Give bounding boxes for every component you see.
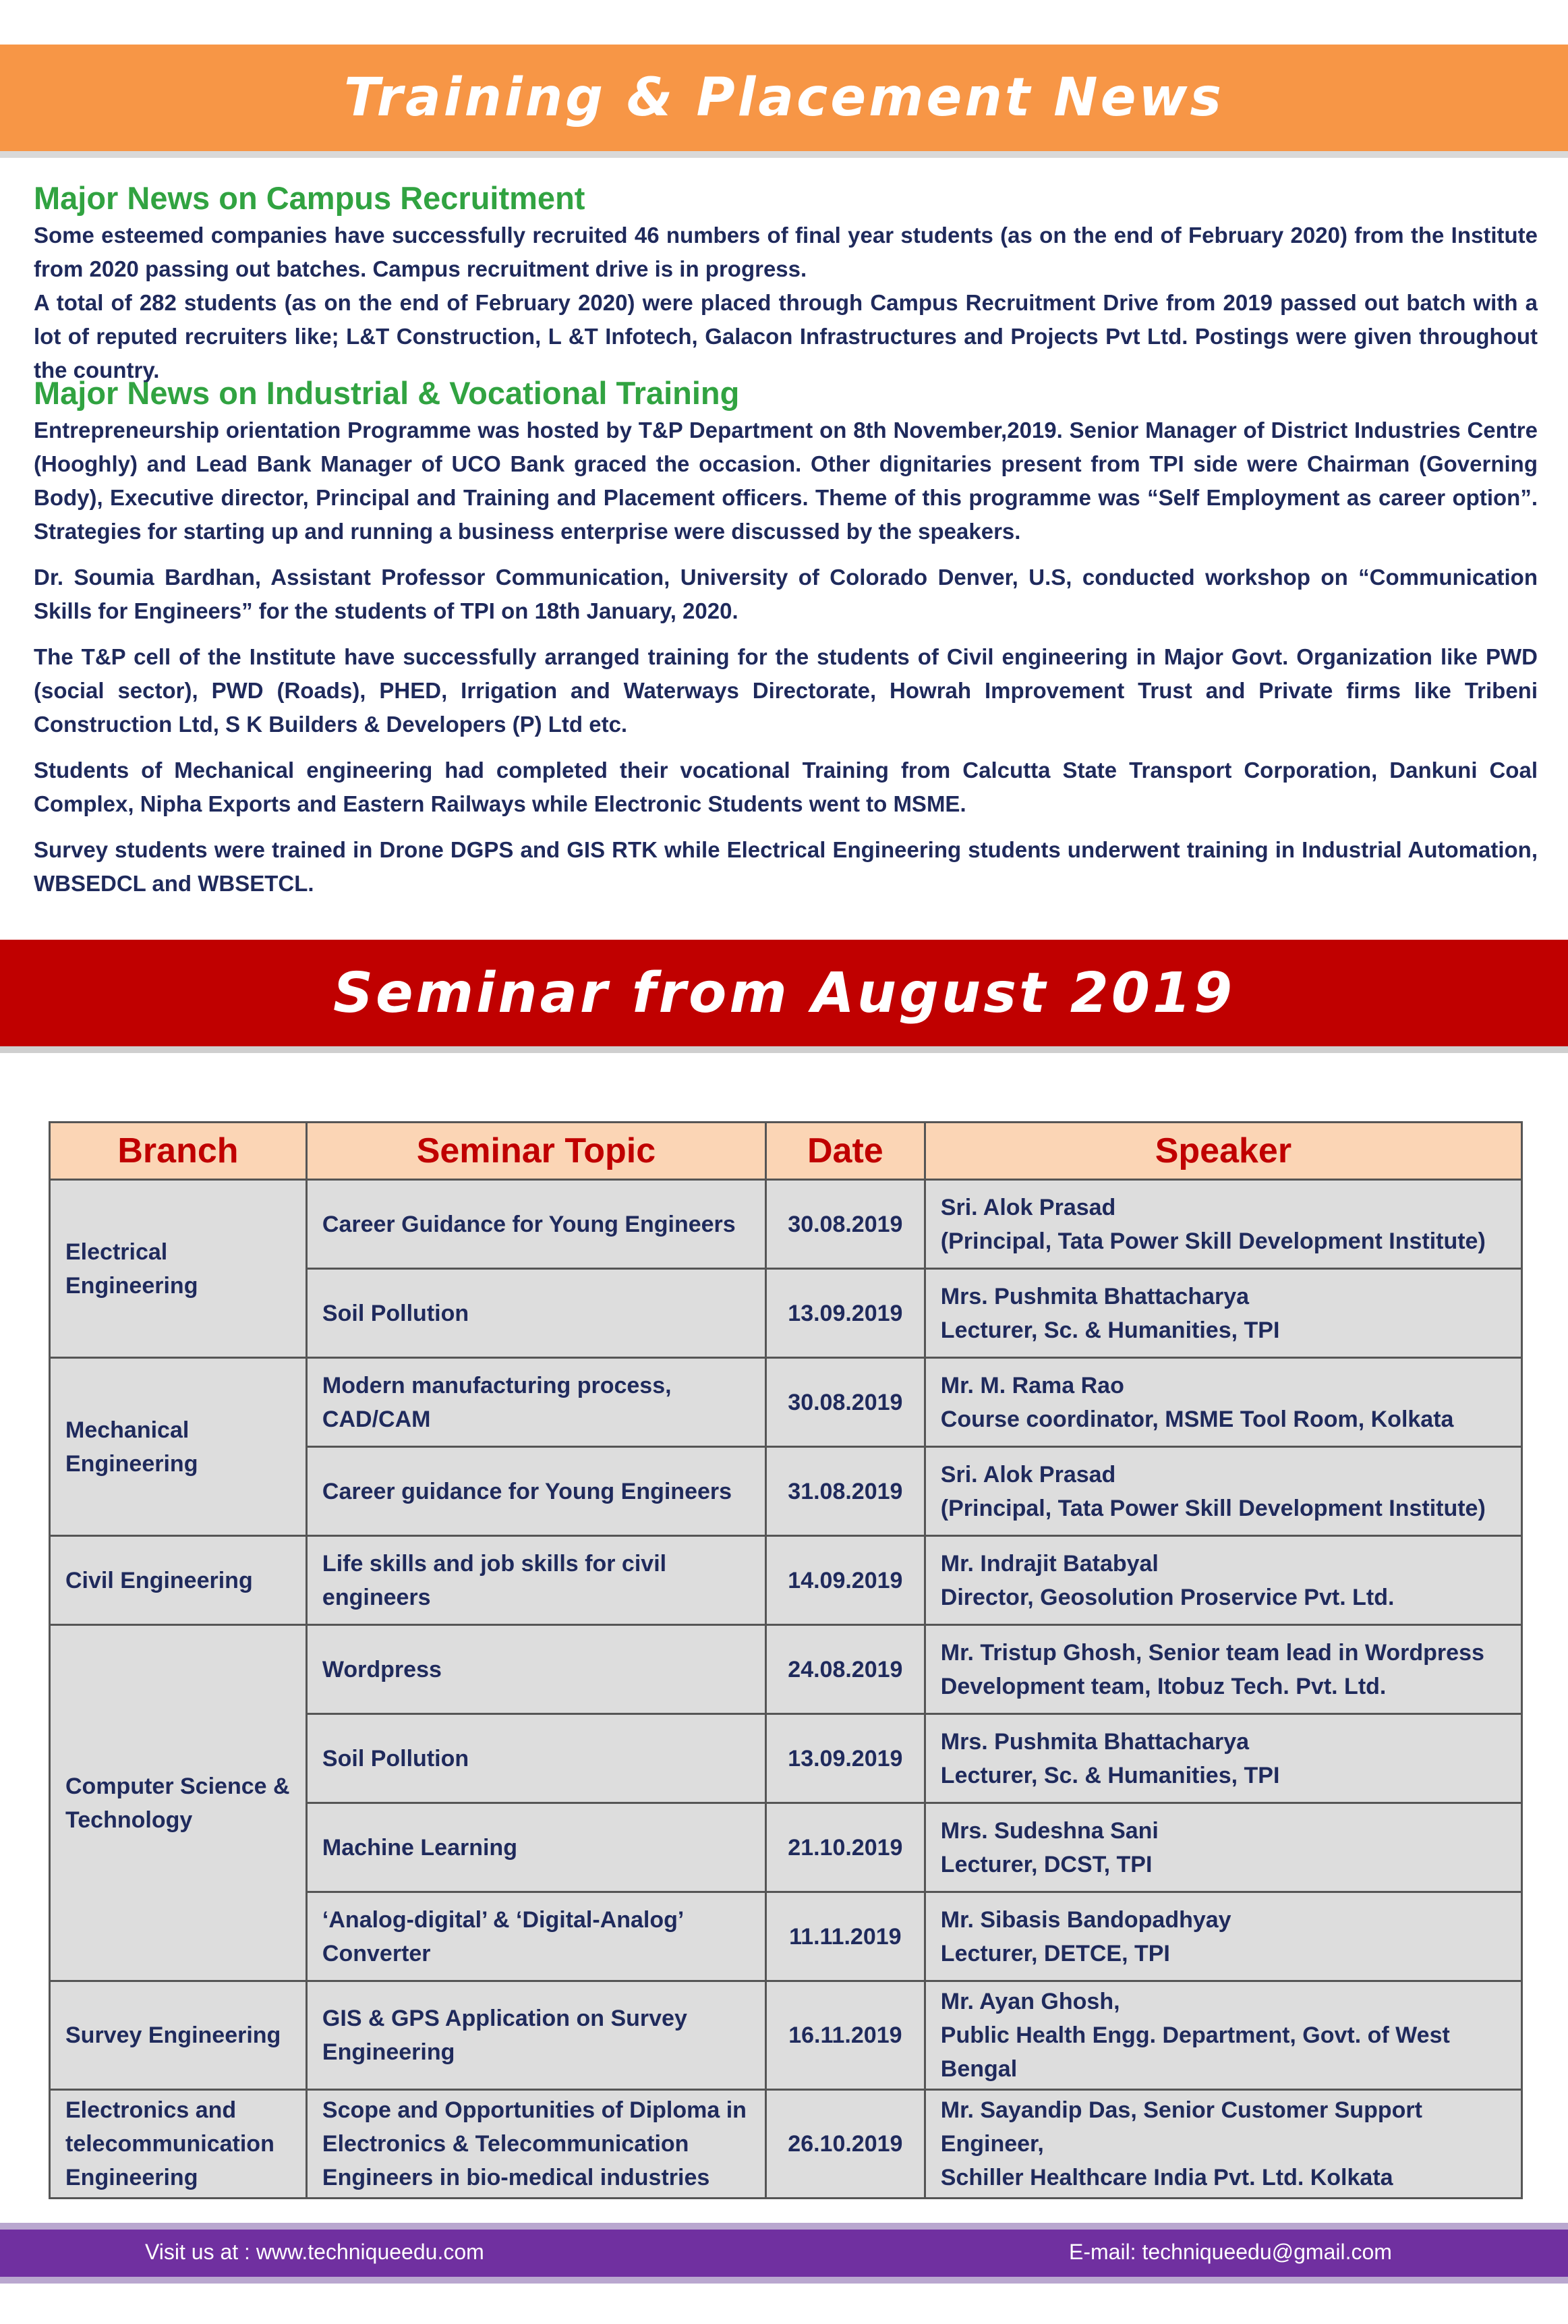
seminar-banner: Seminar from August 2019 bbox=[0, 940, 1568, 1046]
speaker-affiliation: Public Health Engg. Department, Govt. of West Bengal bbox=[940, 2022, 1450, 2082]
speaker-affiliation: Director, Geosolution Proservice Pvt. Ltd. bbox=[940, 1584, 1395, 1610]
date-cell: 14.09.2019 bbox=[765, 1536, 925, 1625]
speaker-name: Mr. Sayandip Das, Senior Customer Support Engineer, bbox=[940, 2097, 1422, 2157]
date-cell: 13.09.2019 bbox=[765, 1714, 925, 1803]
industrial-training-para-1: Entrepreneurship orientation Programme was hosted by T&P Department on 8th November,2019. Senior Manager of District Industries Centre (Hooghly) and Lead Bank Manager of UCO Bank graced the occasion. Other dignitaries present from TPI side were Chairman (Governing Body), Executive director, Principal and Training and Placement officers. Theme of this programme was “Self Employment as career option”. Strategies for starting up and running a business enterprise were discussed by the speakers. bbox=[34, 418, 1538, 544]
date-cell: 11.11.2019 bbox=[765, 1892, 925, 1981]
branch-cell: Survey Engineering bbox=[50, 1981, 307, 2090]
header-date: Date bbox=[765, 1123, 925, 1180]
speaker-affiliation: Lecturer, DCST, TPI bbox=[940, 1851, 1153, 1877]
table-row bbox=[50, 2090, 1522, 2199]
speaker-name: Sri. Alok Prasad bbox=[940, 1194, 1116, 1220]
speaker-cell bbox=[925, 1536, 1521, 1625]
industrial-training-heading: Major News on Industrial & Vocational Training bbox=[34, 375, 740, 411]
speaker-name: Mrs. Sudeshna Sani bbox=[940, 1817, 1159, 1844]
date-cell: 24.08.2019 bbox=[765, 1625, 925, 1714]
topic-cell: Life skills and job skills for civil engineers bbox=[306, 1536, 765, 1625]
speaker-cell bbox=[925, 1981, 1521, 2090]
speaker-cell bbox=[925, 1358, 1521, 1447]
branch-cell: Civil Engineering bbox=[50, 1536, 307, 1625]
header-speaker: Speaker bbox=[925, 1123, 1521, 1180]
header-branch: Branch bbox=[50, 1123, 307, 1180]
speaker-affiliation: Schiller Healthcare India Pvt. Ltd. Kolkata bbox=[940, 2165, 1393, 2190]
campus-recruitment-para-1: Some esteemed companies have successfully recruited 46 numbers of final year students (as on the end of February 2020) from the Institute from 2020 passing out batches. Campus recruitment drive is in progress. bbox=[34, 223, 1538, 281]
industrial-training-para-5: Survey students were trained in Drone DGPS and GIS RTK while Electrical Engineering students underwent training in Industrial Automation, WBSEDCL and WBSETCL. bbox=[34, 837, 1538, 896]
table-row bbox=[50, 1358, 1522, 1447]
branch-cell: Electrical Engineering bbox=[50, 1180, 307, 1358]
campus-recruitment-section bbox=[34, 178, 1538, 387]
branch-cell: Electronics and telecommunication Engineering bbox=[50, 2090, 307, 2199]
topic-cell: GIS & GPS Application on Survey Engineering bbox=[306, 1981, 765, 2090]
topic-cell: Scope and Opportunities of Diploma in Electronics & Telecommunication Engineers in bio-medical industries bbox=[306, 2090, 765, 2199]
date-cell: 31.08.2019 bbox=[765, 1447, 925, 1536]
date-cell: 16.11.2019 bbox=[765, 1981, 925, 2090]
industrial-training-para-4: Students of Mechanical engineering had completed their vocational Training from Calcutta State Transport Corporation, Dankuni Coal Complex, Nipha Exports and Eastern Railways while Electronic Students went to MSME. bbox=[34, 758, 1538, 816]
speaker-name: Mr. Ayan Ghosh, bbox=[940, 1989, 1120, 2014]
speaker-affiliation: Lecturer, Sc. & Humanities, TPI bbox=[940, 1762, 1280, 1788]
speaker-cell bbox=[925, 1625, 1521, 1714]
speaker-name: Mr. M. Rama Rao bbox=[940, 1372, 1124, 1398]
speaker-affiliation: Lecturer, DETCE, TPI bbox=[940, 1940, 1170, 1966]
speaker-cell bbox=[925, 1714, 1521, 1803]
industrial-training-section bbox=[34, 373, 1538, 901]
footer-bar bbox=[0, 2230, 1568, 2277]
speaker-cell bbox=[925, 1269, 1521, 1358]
topic-cell: Machine Learning bbox=[306, 1803, 765, 1892]
topic-cell: Soil Pollution bbox=[306, 1269, 765, 1358]
topic-cell: Soil Pollution bbox=[306, 1714, 765, 1803]
date-cell: 26.10.2019 bbox=[765, 2090, 925, 2199]
campus-recruitment-para-2: A total of 282 students (as on the end of February 2020) were placed through Campus Recruitment Drive from 2019 passed out batch with a lot of reputed recruiters like; L&T Construction, L &T Infotech, Galacon Infrastructures and Projects Pvt Ltd. Postings were given throughout the country. bbox=[34, 290, 1538, 382]
date-cell: 21.10.2019 bbox=[765, 1803, 925, 1892]
topic-cell: ‘Analog-digital’ & ‘Digital-Analog’ Converter bbox=[306, 1892, 765, 1981]
header-seminar-topic: Seminar Topic bbox=[306, 1123, 765, 1180]
table-row bbox=[50, 1625, 1522, 1714]
speaker-affiliation: (Principal, Tata Power Skill Development Institute) bbox=[940, 1495, 1486, 1521]
table-row bbox=[50, 1180, 1522, 1269]
date-cell: 13.09.2019 bbox=[765, 1269, 925, 1358]
table-header-row bbox=[50, 1123, 1522, 1180]
topic-cell: Modern manufacturing process, CAD/CAM bbox=[306, 1358, 765, 1447]
speaker-name: Mr. Indrajit Batabyal bbox=[940, 1550, 1159, 1577]
speaker-affiliation: Development team, Itobuz Tech. Pvt. Ltd. bbox=[940, 1673, 1387, 1699]
table-row bbox=[50, 1536, 1522, 1625]
training-placement-banner: Training & Placement News bbox=[0, 45, 1568, 151]
date-cell: 30.08.2019 bbox=[765, 1180, 925, 1269]
topic-cell: Career Guidance for Young Engineers bbox=[306, 1180, 765, 1269]
campus-recruitment-heading: Major News on Campus Recruitment bbox=[34, 180, 585, 216]
speaker-name: Mrs. Pushmita Bhattacharya bbox=[940, 1283, 1250, 1309]
email-link[interactable]: E-mail: techniqueedu@gmail.com bbox=[1069, 2240, 1392, 2264]
speaker-cell bbox=[925, 1180, 1521, 1269]
speaker-name: Mr. Tristup Ghosh, Senior team lead in Wordpress bbox=[940, 1639, 1484, 1666]
topic-cell: Wordpress bbox=[306, 1625, 765, 1714]
speaker-cell bbox=[925, 1447, 1521, 1536]
date-cell: 30.08.2019 bbox=[765, 1358, 925, 1447]
speaker-name: Sri. Alok Prasad bbox=[940, 1461, 1116, 1487]
table-row bbox=[50, 1981, 1522, 2090]
speaker-affiliation: (Principal, Tata Power Skill Development Institute) bbox=[940, 1228, 1486, 1254]
speaker-affiliation: Course coordinator, MSME Tool Room, Kolkata bbox=[940, 1406, 1454, 1432]
topic-cell: Career guidance for Young Engineers bbox=[306, 1447, 765, 1536]
industrial-training-para-2: Dr. Soumia Bardhan, Assistant Professor Communication, University of Colorado Denver, U.S, conducted workshop on “Communication Skills for Engineers” for the students of TPI on 18th January, 2020. bbox=[34, 565, 1538, 623]
website-link[interactable]: Visit us at : www.techniqueedu.com bbox=[145, 2240, 484, 2264]
speaker-affiliation: Lecturer, Sc. & Humanities, TPI bbox=[940, 1317, 1280, 1343]
speaker-cell bbox=[925, 1803, 1521, 1892]
speaker-name: Mr. Sibasis Bandopadhyay bbox=[940, 1906, 1231, 1933]
speaker-cell bbox=[925, 1892, 1521, 1981]
branch-cell: Mechanical Engineering bbox=[50, 1358, 307, 1536]
seminar-table bbox=[49, 1121, 1523, 2199]
speaker-cell bbox=[925, 2090, 1521, 2199]
speaker-name: Mrs. Pushmita Bhattacharya bbox=[940, 1728, 1250, 1755]
branch-cell: Computer Science & Technology bbox=[50, 1625, 307, 1981]
industrial-training-para-3: The T&P cell of the Institute have successfully arranged training for the students of Civil engineering in Major Govt. Organization like PWD (social sector), PWD (Roads), PHED, Irrigation and Waterways Directorate, Howrah Improvement Trust and Private firms like Tribeni Construction Ltd, S K Builders & Developers (P) Ltd etc. bbox=[34, 644, 1538, 737]
